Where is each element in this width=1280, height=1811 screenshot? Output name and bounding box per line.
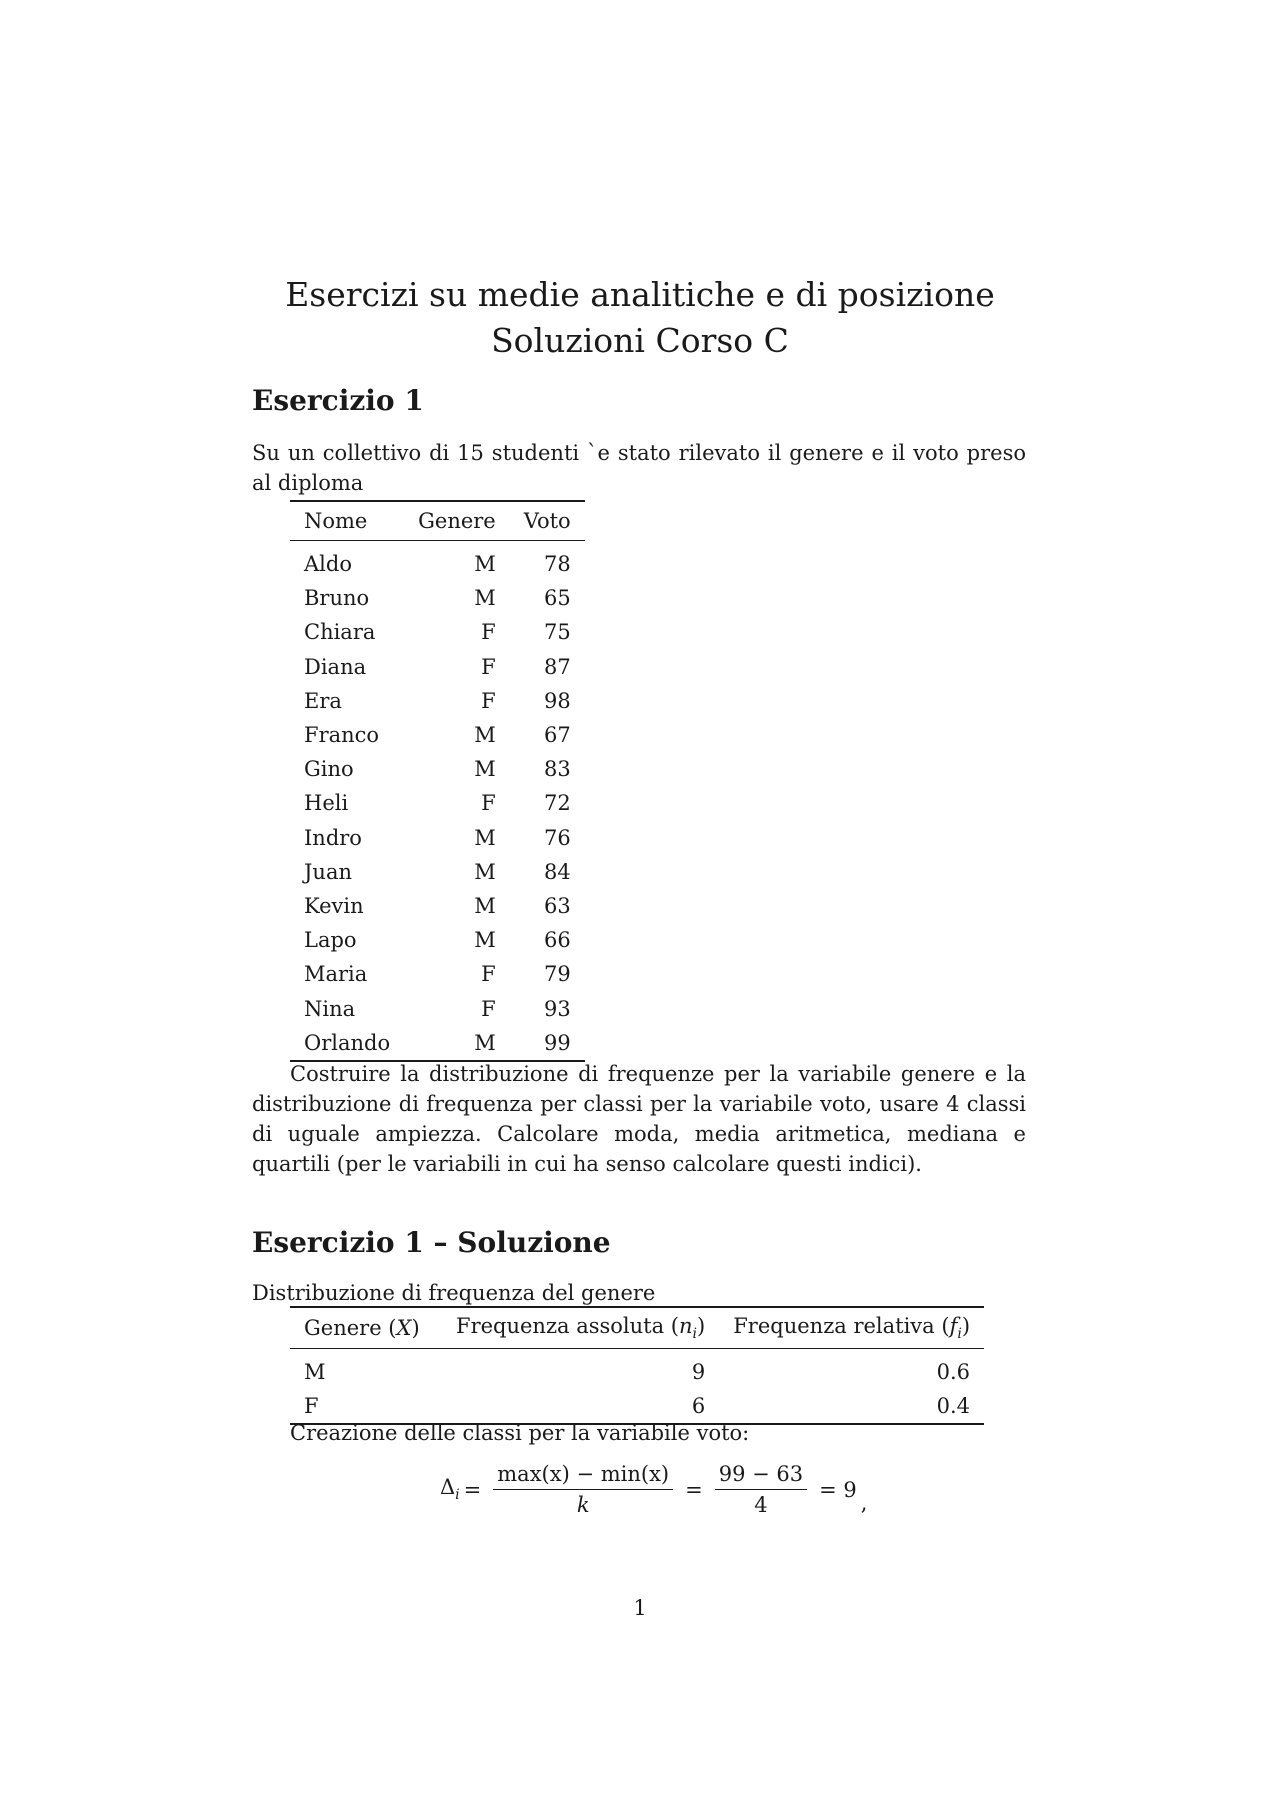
header-voto: Voto — [510, 501, 585, 541]
student-name-cell: Juan — [304, 859, 352, 884]
student-grade-cell: 76 — [543, 825, 571, 850]
student-gender-cell: M — [474, 928, 496, 953]
formula-frac2-denominator: 4 — [754, 1493, 768, 1517]
student-gender-cell: F — [481, 996, 496, 1021]
header-freq-assoluta: Frequenza assoluta $(n_i)$ — [442, 1307, 719, 1349]
gender-value-cell: F — [304, 1394, 319, 1418]
table-row — [290, 650, 585, 684]
table-row — [290, 991, 585, 1025]
student-name-cell: Era — [304, 688, 342, 713]
table-row — [290, 541, 585, 582]
student-gender-cell: F — [481, 654, 496, 679]
relative-frequency-cell: 0.6 — [936, 1360, 971, 1384]
formula-delta: $\Delta_i$ — [440, 1475, 460, 1504]
absolute-frequency-cell: 9 — [691, 1360, 706, 1384]
page-number: 1 — [633, 1596, 647, 1620]
student-grade-cell: 99 — [543, 1030, 571, 1055]
students-table-header-row — [290, 501, 585, 541]
table-row — [290, 821, 585, 855]
table-row — [290, 786, 585, 820]
student-name-cell: Diana — [304, 654, 367, 679]
table-row — [290, 718, 585, 752]
student-grade-cell: 84 — [543, 859, 571, 884]
formula-frac2-numerator: 99 − 63 — [715, 1462, 807, 1490]
student-gender-cell: M — [474, 893, 496, 918]
student-name-cell: Bruno — [304, 586, 370, 611]
gender-frequency-table — [290, 1306, 984, 1425]
header-genere: Genere — [404, 501, 510, 541]
student-gender-cell: F — [481, 791, 496, 816]
student-name-cell: Nina — [304, 996, 356, 1021]
document-title — [0, 272, 1280, 364]
student-name-cell: Maria — [304, 962, 368, 987]
student-name-cell: Aldo — [304, 552, 352, 577]
student-grade-cell: 78 — [543, 552, 571, 577]
table-row — [290, 684, 585, 718]
student-grade-cell: 98 — [543, 688, 571, 713]
table-row — [290, 923, 585, 957]
student-grade-cell: 75 — [543, 620, 571, 645]
exercise-1-heading: Esercizio 1 — [252, 384, 424, 417]
student-gender-cell: F — [481, 962, 496, 987]
gender-table-body — [290, 1349, 984, 1425]
student-grade-cell: 83 — [543, 757, 571, 782]
header-genere-x: Genere (X) — [290, 1307, 442, 1349]
students-table — [290, 500, 585, 1062]
student-gender-cell: F — [481, 620, 496, 645]
gender-value-cell: M — [304, 1360, 326, 1384]
formula-result: = 9 — [819, 1477, 857, 1502]
table-row — [290, 615, 585, 649]
student-grade-cell: 63 — [543, 893, 571, 918]
title-line-1: Esercizi su medie analitiche e di posizione — [285, 275, 995, 314]
formula-equals-1: = — [463, 1477, 482, 1502]
table-row — [290, 889, 585, 923]
student-grade-cell: 66 — [543, 928, 571, 953]
gender-distribution-caption: Distribuzione di frequenza del genere — [252, 1281, 656, 1305]
header-freq-relativa: Frequenza relativa $(f_i)$ — [719, 1307, 984, 1349]
formula-trailing-comma: , — [860, 1491, 868, 1515]
student-name-cell: Indro — [304, 825, 362, 850]
student-grade-cell: 65 — [543, 586, 571, 611]
student-gender-cell: M — [474, 757, 496, 782]
student-gender-cell: M — [474, 552, 496, 577]
students-table-body — [290, 541, 585, 1061]
table-row — [290, 752, 585, 786]
header-nome: Nome — [290, 501, 404, 541]
table-row — [290, 581, 585, 615]
relative-frequency-cell: 0.4 — [936, 1394, 971, 1418]
table-row — [290, 855, 585, 889]
formula-fraction-2 — [715, 1462, 807, 1517]
student-grade-cell: 67 — [543, 723, 571, 748]
classes-caption: Creazione delle classi per la variabile voto: — [290, 1421, 750, 1445]
formula-frac1-numerator: max(x) − min(x) — [493, 1462, 673, 1490]
student-gender-cell: F — [481, 688, 496, 713]
student-name-cell: Lapo — [304, 928, 357, 953]
table-row — [290, 1349, 984, 1390]
solution-1-heading: Esercizio 1 – Soluzione — [252, 1226, 611, 1259]
absolute-frequency-cell: 6 — [691, 1394, 706, 1418]
student-name-cell: Heli — [304, 791, 349, 816]
gender-table-header-row — [290, 1307, 984, 1349]
student-grade-cell: 72 — [543, 791, 571, 816]
student-name-cell: Kevin — [304, 893, 364, 918]
student-grade-cell: 87 — [543, 654, 571, 679]
student-gender-cell: M — [474, 825, 496, 850]
class-width-formula — [440, 1462, 867, 1517]
table-row — [290, 1026, 585, 1061]
student-name-cell: Gino — [304, 757, 354, 782]
table-row — [290, 957, 585, 991]
student-name-cell: Chiara — [304, 620, 376, 645]
formula-frac1-denominator: k — [576, 1493, 590, 1517]
student-gender-cell: M — [474, 1030, 496, 1055]
formula-fraction-1 — [493, 1462, 673, 1517]
student-name-cell: Orlando — [304, 1030, 391, 1055]
student-gender-cell: M — [474, 859, 496, 884]
exercise-1-task: Costruire la distribuzione di frequenze per la variabile genere e la distribuzione di frequenza per classi per la variabile voto, usare 4 classi di uguale ampiezza. Calcolare moda, media aritmetica, mediana e quartili (per le variabili in cui ha senso calcolare questi indici). — [252, 1062, 1026, 1176]
student-name-cell: Franco — [304, 723, 380, 748]
student-gender-cell: M — [474, 723, 496, 748]
formula-equals-2: = — [685, 1477, 703, 1502]
student-gender-cell: M — [474, 586, 496, 611]
exercise-1-intro: Su un collettivo di 15 studenti `e stato rilevato il genere e il voto preso al diploma — [252, 441, 1026, 495]
title-line-2: Soluzioni Corso C — [491, 321, 789, 360]
student-grade-cell: 93 — [543, 996, 571, 1021]
student-grade-cell: 79 — [543, 962, 571, 987]
